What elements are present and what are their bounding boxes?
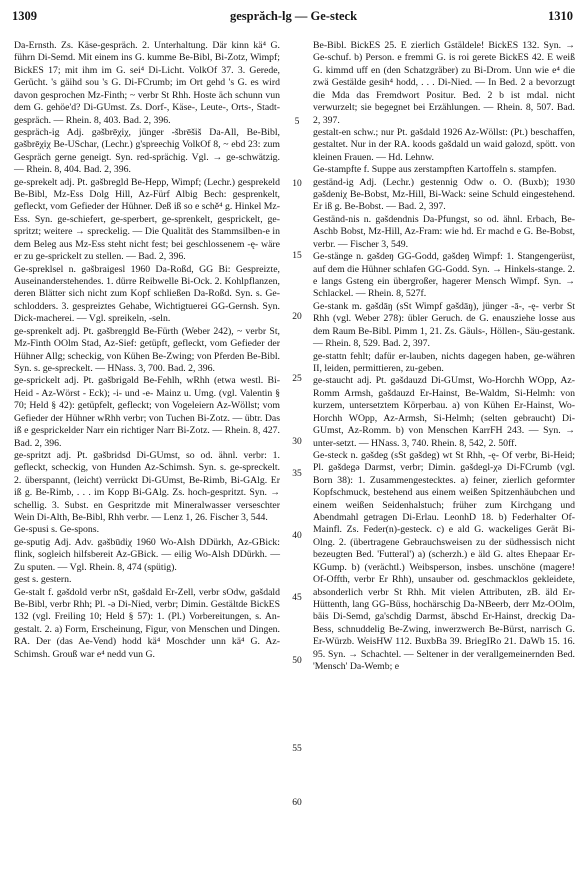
entry-gestampfte: Ge-stampfte f. Suppe aus zerstampften Kartoffeln s. stampfen.	[313, 164, 557, 176]
right-column	[313, 40, 575, 674]
entry-gespritzt: ge-spritzt adj. Pt. gəšbridsd Di-GUmst, so od. ähnl. verbr: 1. gefleckt, scheckig, von Hunden Az-Schimsh. Syn. s. ge-spreckelt. 2. überspannt, (leicht) verrückt Di-GUmst, Be-Rimb, Bi-GAlg. Er iß g. Be-Rimb, . . . im Kopp Bi-GAlg. Zs. hoch-gespritzt. Syn. → schellig. 3. Subst. en Gespritzde mit Mineralwasser verseschter Wein Di-Alth, Be-Bibl, Rhh verbr. — Lenz 1, 26. Fischer 3, 544.	[14, 449, 280, 524]
page-number-left: 1309	[12, 9, 37, 23]
entry-gesputig: ge-sputig Adj. Adv. gəšbūdiχ 1960 Wo-Alsh DDürkh, Az-GBick: flink, sogleich hilfsbereit Az-GBick. — eilig Wo-Alsh DDürkh. — Zu sputen. — Vgl. Rhein. 8, 474 (spütig).	[14, 536, 280, 573]
line-number: 15	[292, 251, 302, 261]
line-number: 45	[292, 593, 302, 603]
entry-gestalt-cont: Be-Bibl. BickES 25. E zierlich Gstäldele! BickES 132. Syn. → Ge-schuf. b) Person. e fremmi G. is roi gerete BickES 42. E weiß G. kimmd uff en (den Schatzgräber) zu Bi-Drom. Unn wie e⁴ die zwä Gestälde gesih⁴ hodd, . . . Di-Nied. — In Bed. 2 a bevorzugt die Mda das Fremdwort Positur. Bed. 2 b ist mdal. nicht verwurzelt; sie begegnet bei Erzählungen. — Rhein. 8, 507. Bad. 2, 397.	[313, 40, 575, 126]
entry-gestaucht: ge-staucht adj. Pt. gəšdauzd Di-GUmst, Wo-Horchh WOpp, Az-Romm Armsh, gəšdauzd Er-Hainst, Be-Waldm, Si-Helmh: von kurzem, untersetztem Körperbau. a) von Kühen Er-Hainst, Wo-Horchh WOpp, Az-Armsh, Si-Helmh; (selten gebraucht) Di-GUmst, Az-Romm. b) von Menschen KarrFH 243. — Syn. → unter-setzt. — HNass. 3, 740. Rhein. 8, 542, 2. 50ff.	[313, 375, 575, 449]
entry-gespraechig: gespräch-ig Adj. gəšbrēχiχ, jünger -šbrēšiš Da-All, Be-Bibl, gəšbrēχiχ Be-USchar, (Lechr.) g'spreechig VolkOf 8, ~ ebd 23: zum Gespräch gerne geneigt. Syn. red-sprächig. Vgl. → ge-schwätzig. — Rhein. 8, 404. Bad. 2, 396.	[14, 126, 280, 176]
line-number: 50	[292, 656, 302, 666]
entry-gesteck: Ge-steck n. gəšdeg (sSt gəšdeg) wt St Rhh, -ę- Of verbr, Bi-Heid; Pl. gəšdegə Darmst, verbr; Dimin. gəšdegl-χə Di-FCrumb (vgl. Born 38): 1. Zusammengestecktes. a) feiner, zierlich geformter Kopfschmuck, bestehend aus einem weißen Spitzenhäubchen und einem weißen Seidenhalstuch; früher zum Kirchgang und Abendmahl getragen Di-Erlau. LeonhD 18. b) Federhalter Of-Mainfl. Zs. Feder(n)-gesteck. c) e ald G. wackeliges Gerät Bi-Olng. 2. (übertragene Gebrauchsweisen zu der südhessisch nicht bezeugten Bed. 'Futteral') a) (scherzh.) e äld G. altes Ehepaar Er-KGump. b) (verächtl.) Weibsperson, insbes. unschöne (magere! Of-Offth, verbr Er Rhh), unsauber od. geschmacklos gekleidete, absonderlich verbr St Rhh. Mit vielen Attributen, zB. äld Er-Hüttenth, lang GG-Büss, hochärschig Da-NBeerb, derr Mz-OOlm, bäis Di-Semd, ga'schdig Darmst, äbschd Er-Hainst, dreckig Da-Bess, schnuddelig Be-Zwing, inwerzwerch Be-Bürst, narrisch G. Er-Würzb. WeisHW 112. BuxbBa 39. BriegIRo 21. DaWb 15. 16. 95. Syn. → Schachtel. — Seltener in der verallgemeinernden Bed. 'Mensch' Da-Wemb; e	[313, 449, 575, 673]
entry-gestalten: gestalt-en schw.; nur Pt. gəšdald 1926 Az-Wöllst: (Pt.) beschaffen, gestaltet. Nur in der RA. koods gəšdald un waid gəlozd, spött. von kleinen Frauen. — Hd. Lehnw.	[313, 126, 575, 163]
left-column	[14, 40, 280, 661]
line-number: 30	[292, 437, 302, 447]
line-number: 60	[292, 798, 302, 808]
line-number: 40	[292, 531, 302, 541]
running-title: gesprăch-lg — Ge-steck	[229, 9, 358, 23]
entry-gestaendig: geständ-ig Adj. (Lechr.) gestennig Odw o. O. (Buxb); 1930 gəšdeniχ Be-Bobst, Mz-Hill, Bi-Wack: seine Schuld eingestehend. Er iß g. Be-Bobst. — Bad. 2, 397.	[313, 176, 575, 213]
entry-gesprenkelt: ge-sprenkelt adj. Pt. gəšbreŋgld Be-Fürth (Weber 242), ~ verbr St, Mz-Finth OOlm Stad, Az-Sief: getüpft, gefleckt, vom Gefieder der Hühner Allg; scheckig, von Kühen Be-Zwing; von Pferden Be-Bibl. Syn. s. ge-spreckelt. — HNass. 3, 700. Bad. 2, 396.	[14, 325, 280, 374]
entry-gestank: Ge-stank m. gəšdāŋ (sSt Wimpf gəšdāŋ), jünger -ā-, -ę- verbr St Rhh (vgl. Weber 278): übler Geruch. de G. enausziehe losse aus dem Raum Be-Bibl. Pimm 1, 21. Zs. Gäuls-, Höllen-, Säu-gestank. — Rhein. 8, 529. Bad. 2, 397.	[313, 300, 575, 350]
line-number: 55	[292, 744, 302, 754]
entry-gestaenge: Ge-stänge n. gəšdeŋ GG-Godd, gəšdeŋ Wimpf: 1. Stangengerüst, auf dem die Hühner schlafen GG-Godd. Syn. → Hinkels-stange. 2. e langs Gsteng ein übergroßer, hagerer Mensch Wimpf. Syn. → Schlackel. — Rhein. 8, 527f.	[313, 251, 575, 300]
entry-gestatten: ge-stattn fehlt; dafür er-lauben, nichts dagegen haben, ge-währen II, leiden, permittieren, zu-geben.	[313, 350, 575, 374]
entry-gest: gest s. gestern.	[14, 574, 72, 586]
line-number: 5	[294, 117, 300, 127]
entry-gestalt: Ge-stalt f. gəšdold verbr nSt, gəšdald Er-Zell, verbr sOdw, gəšdald Be-Bibl, verbr Rhh; Pl. -ə Di-Nied, verbr; Dimin. Gestältde BickES 132 (vgl. Freiling 10; Held § 57): 1. (Pl.) Vorbereitungen, s. An-gestalt. 2. a) Form, Erscheinung, Figur, von Menschen und Dingen. RA. Der (das Ae-Vend) hodd kä⁴ Moschder unn kä⁴ G. Az-Schimsh. Grouß war e⁴ nedd vun G.	[14, 586, 280, 660]
entry-gespreiksel: Ge-spreklsel n. gəšbraigesl 1960 Da-Roßd, GG Bi: Gespreizte, Auseinanderstehendes. 1. dürre Reibwelle Bi-Ock. 2. Kohlpflanzen, deren Blätter sich nicht zum Kopf schließen Da-Roßd. Syn. s. Ge-schlodders. 3. gespreiztes Gehabe, Wichtigtuerei GG-Gernsh. Syn. Dick-macherei. — Vgl. spreikeln, -seln.	[14, 263, 280, 325]
line-number: 25	[292, 374, 302, 384]
page-number-right: 1310	[548, 9, 573, 23]
entry-gespraech-cont: Da-Ernsth. Zs. Käse-gespräch. 2. Unterhaltung. Där kinn kä⁴ G. führn Di-Semd. Mit einem ins G. kumme Be-Bibl, Bi-Zotz, Wimpf; BickES 17; mit ihm im G. sei⁴ Di-Licht. VolkOf 37. 3. Gerede, Gerücht. 's gäihd sou 's G. Di-FCrumb; im Ort gehd 's G. es wird davon gesprochen Mz-Finth; ~ verbr St Rhh. Hoste äch schunn vun dem G. gehöe'd? Di-GUmst. Zs. Dorf-, Käse-, Leute-, Orts-, Stadt-gespräch. — Rhein. 8, 403. Bad. 2, 396.	[14, 40, 280, 126]
page-header	[0, 9, 587, 25]
line-number: 35	[292, 469, 302, 479]
entry-gestaendnis: Geständ-nis n. gəšdendnis Da-Pfungst, so od. ähnl. Erbach, Be-Aschb Bobst, Mz-Hill, Az-Fram: wie hd. Er machd e G. Be-Bobst, verbr. — Fischer 3, 549.	[313, 213, 575, 250]
line-number: 20	[292, 312, 302, 322]
line-number: 10	[292, 179, 302, 189]
entry-gespusi: Ge-spusi s. Ge-spons.	[14, 524, 100, 536]
entry-gesprickelt: ge-sprickelt adj. Pt. gəšbrigəld Be-Fehlh, wRhh (etwa westl. Bi-Heid - Az-Wörst - Eck); -i- und -e- Mainz u. Umg. (vgl. Valentin § 70; Held § 42): getüpfelt, gefleckt; von Vogeleiern Az-Wöllst; vom Gefieder der Hühner wRhh verbr; von Tuchen Bi-Zotz. — übtr. Das iß e gesprickelder Narr ein richtiger Narr Bi-Zotz. — Rhein. 8, 427. Bad. 2, 396.	[14, 375, 280, 449]
entry-gesprekelt: ge-sprekelt adj. Pt. gəšbregld Be-Hepp, Wimpf; (Lechr.) gesprekeld Be-Bibl, Mz-Ess Dolg Hill, Az-Fürf Albig Bech: gesprenkelt, gefleckt, vom Gefieder der Hühner. Deß iß so e schě⁴ g. Hinkel Mz-Ess. Syn. ge-schiefert, ge-sperbert, ge-sprenkelt, gesprickelt, ge-spritzt; weitere → spreckelig. — Die Qualität des Stammsilben-e in dem Beleg aus Mz-Ess steht nicht fest; bei geschlossenem -ę- wäre er zu ge-sprickelt zu stellen. — Bad. 2, 396.	[14, 176, 280, 263]
